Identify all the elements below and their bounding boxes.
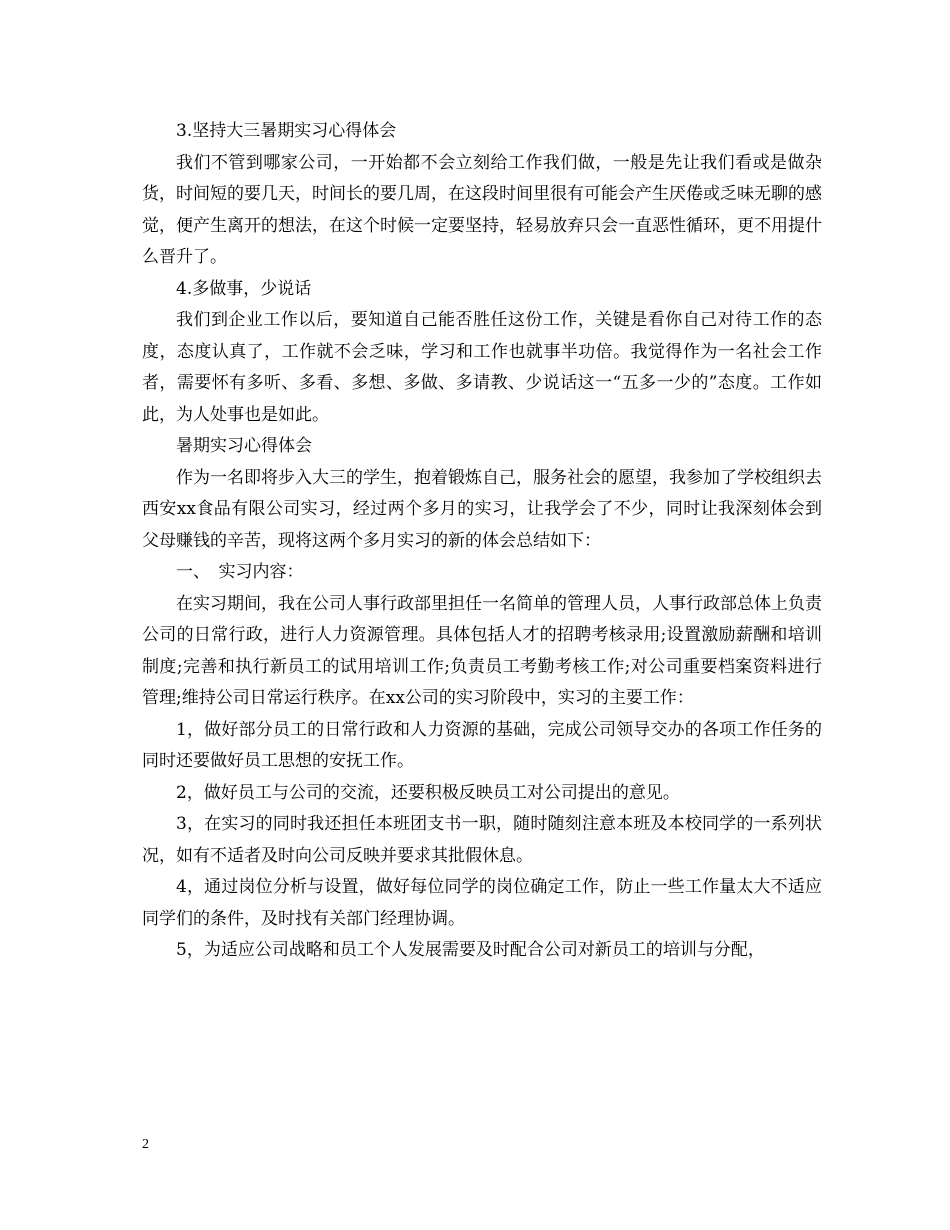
list-item-1: 1，做好部分员工的日常行政和人力资源的基础，完成公司领导交办的各项工作任务的同时还要做好员工思想的安抚工作。 (142, 719, 822, 771)
heading-do-more: 4.多做事，少说话 (176, 278, 312, 299)
paragraph-intro: 作为一名即将步入大三的学生，抱着锻炼自己，服务社会的愿望，我参加了学校组织去西安xx食品有限公司实习，经过两个多月的实习，让我学会了不少，同时让我深刻体会到父母赚钱的辛苦，现将这两个多月实习的新的体会总结如下： (142, 467, 822, 551)
paragraph-internship-duties: 在实习期间，我在公司人事行政部里担任一名简单的管理人员，人事行政部总体上负责公司的日常行政，进行人力资源管理。具体包括人才的招聘考核录用;设置激励薪酬和培训制度;完善和执行新员工的试用培训工作;负责员工考勤考核工作;对公司重要档案资料进行管理;维持公司日常运行秩序。在xx公司的实习阶段中，实习的主要工作： (142, 593, 822, 708)
document-body (142, 116, 822, 967)
list-item-4: 4，通过岗位分析与设置，做好每位同学的岗位确定工作，防止一些工作量太大不适应同学们的条件，及时找有关部门经理协调。 (142, 877, 822, 929)
heading-persist: 3.坚持大三暑期实习心得体会 (176, 121, 397, 141)
paragraph-do-more: 我们到企业工作以后，要知道自己能否胜任这份工作，关键是看你自己对待工作的态度，态度认真了，工作就不会乏味，学习和工作也就事半功倍。我觉得作为一名社会工作者，需要怀有多听、多看、多想、多做、多请教、少说话这一“五多一少的”态度。工作如此，为人处事也是如此。 (142, 310, 822, 425)
heading-internship-content: 一、 实习内容： (176, 562, 304, 582)
list-item-5: 5，为适应公司战略和员工个人发展需要及时配合公司对新员工的培训与分配， (176, 940, 765, 960)
list-item-3: 3，在实习的同时我还担任本班团支书一职，随时随刻注意本班及本校同学的一系列状况，如有不适者及时向公司反映并要求其批假休息。 (142, 814, 822, 866)
paragraph-persist: 我们不管到哪家公司，一开始都不会立刻给工作我们做，一般是先让我们看或是做杂货，时间短的要几天，时间长的要几周，在这段时间里很有可能会产生厌倦或乏味无聊的感觉，便产生离开的想法，在这个时候一定要坚持，轻易放弃只会一直恶性循环，更不用提什么晋升了。 (142, 152, 822, 267)
page-number: 2 (142, 1137, 149, 1152)
heading-summer-internship: 暑期实习心得体会 (176, 436, 312, 456)
list-item-2: 2，做好员工与公司的交流，还要积极反映员工对公司提出的意见。 (176, 782, 680, 803)
